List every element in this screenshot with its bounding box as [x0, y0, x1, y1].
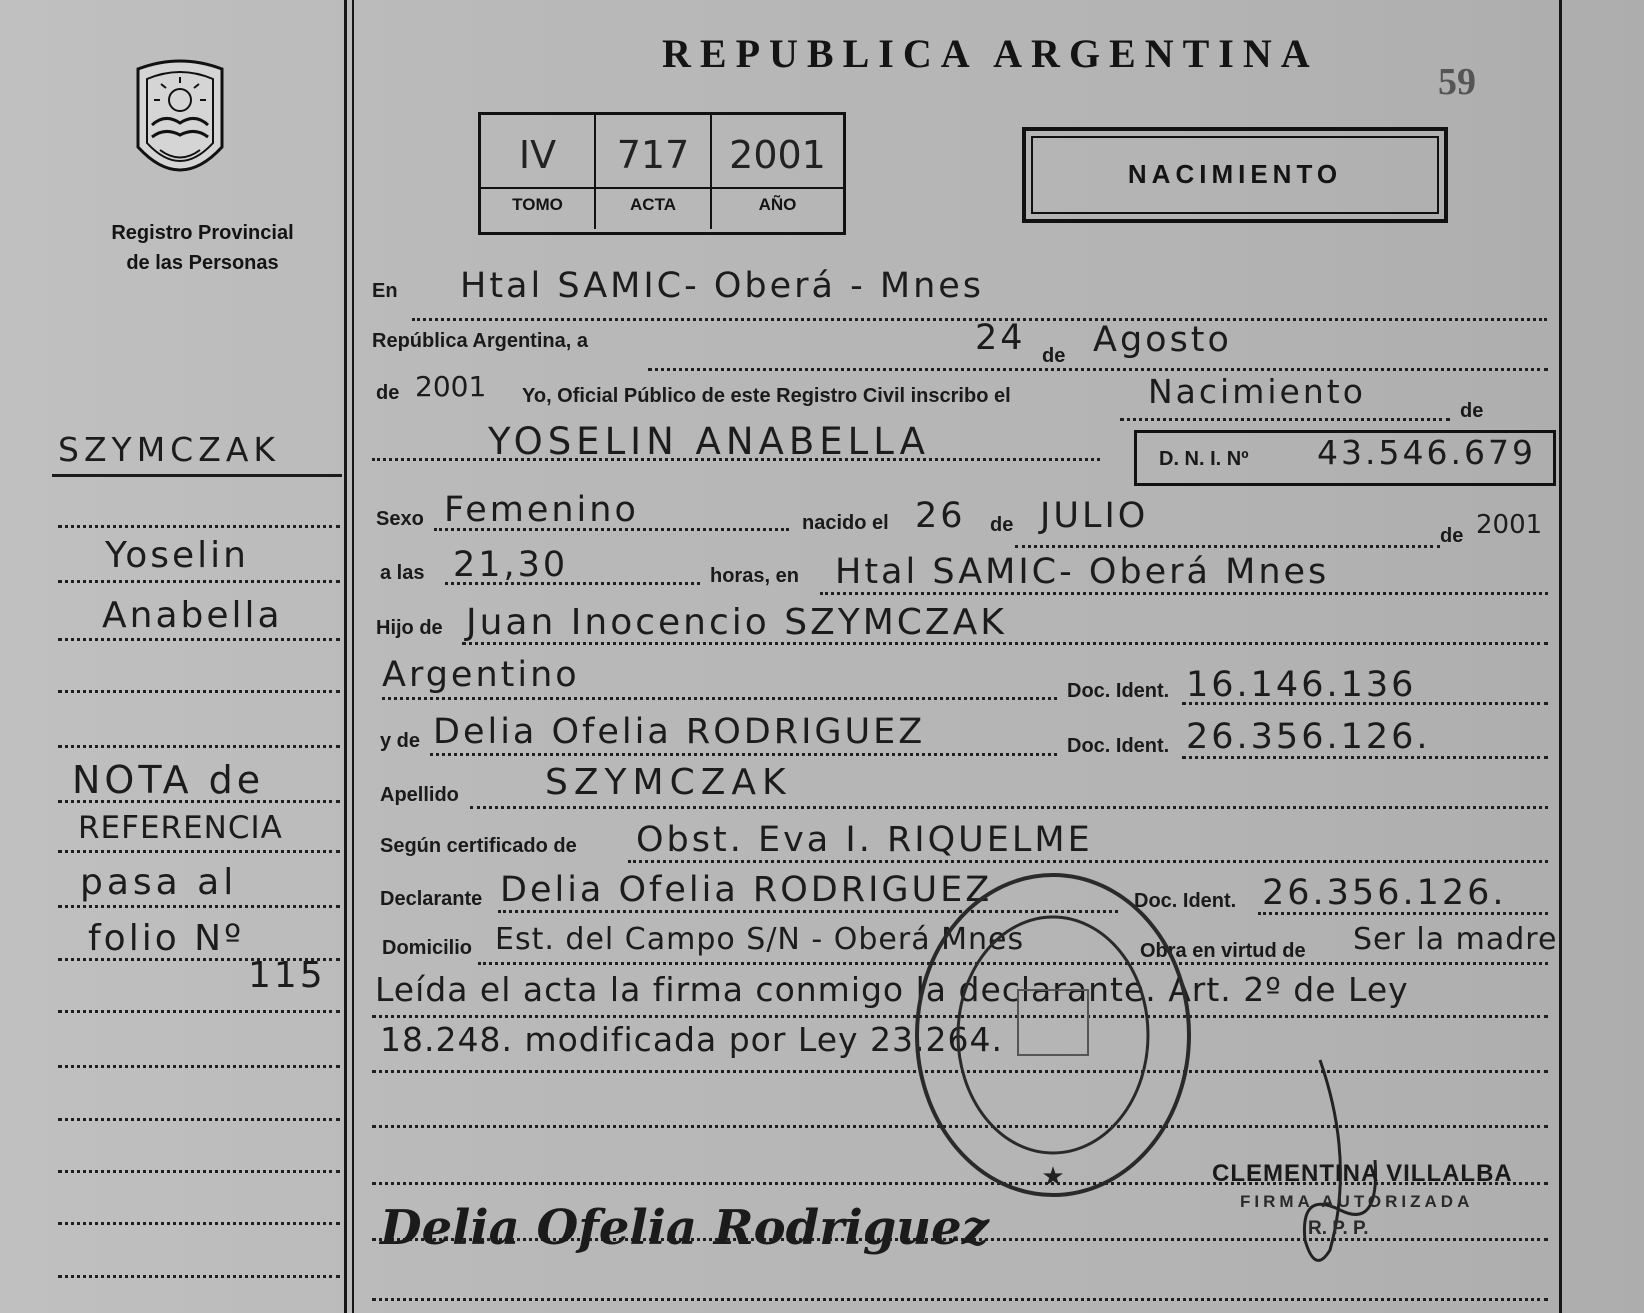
value-month: Agosto [1093, 320, 1232, 360]
registry-name [95, 218, 310, 278]
value-act: Nacimiento [1148, 372, 1366, 411]
tomo-cell [481, 115, 596, 229]
value-father: Juan Inocencio SZYMCZAK [466, 602, 1007, 643]
margin-note-4: folio Nº [88, 918, 245, 959]
value-birth-place: Htal SAMIC- Oberá Mnes [835, 552, 1330, 592]
margin-name-1: Yoselin [105, 535, 249, 576]
label-de-1: de [1042, 345, 1066, 367]
dni-box [1134, 430, 1556, 486]
label-obra: Obra en virtud de [1140, 940, 1306, 962]
label-de-2: de [376, 382, 400, 404]
margin-note-5: 115 [248, 955, 326, 996]
anio-label: AÑO [758, 195, 797, 214]
label-doc-1: Doc. Ident. [1067, 680, 1170, 702]
value-birth-year: 2001 [1476, 510, 1543, 540]
label-doc-3: Doc. Ident. [1134, 890, 1237, 912]
value-birth-day: 26 [915, 496, 966, 536]
right-border-line [1559, 0, 1562, 1313]
value-certificate: Obst. Eva I. RIQUELME [636, 820, 1093, 860]
label-declarante: Declarante [380, 888, 483, 910]
margin-name-2: Anabella [102, 595, 283, 636]
value-birth-month: JULIO [1040, 496, 1149, 536]
tomo-value: IV [518, 133, 557, 177]
label-yde: y de [380, 730, 421, 752]
tomo-label: TOMO [512, 195, 563, 214]
label-dni: D. N. I. Nº [1159, 448, 1249, 470]
observation-line-1: Leída el acta la firma conmigo la declarante. Art. 2º de Ley [375, 970, 1409, 1009]
label-domicilio: Domicilio [382, 937, 473, 959]
acta-value: 717 [616, 133, 690, 177]
label-republica: República Argentina, a [372, 330, 588, 352]
acta-cell [596, 115, 712, 229]
label-apellido: Apellido [380, 784, 459, 806]
margin-surname: SZYMCZAK [58, 430, 281, 469]
margin-divider-line [344, 0, 347, 1313]
label-en: En [372, 280, 398, 302]
registry-line-1: Registro Provincial [111, 222, 294, 244]
value-fullname: YOSELIN ANABELLA [488, 420, 930, 463]
document-type-label: NACIMIENTO [1127, 159, 1343, 189]
label-sexo: Sexo [376, 508, 424, 530]
margin-note-3: pasa al [80, 862, 238, 903]
margin-note-2: REFERENCIA [78, 810, 283, 846]
value-father-nationality: Argentino [382, 655, 580, 695]
official-org: R. P. P. [1308, 1218, 1369, 1239]
value-place: Htal SAMIC- Oberá - Mnes [460, 266, 985, 306]
svg-text:★: ★ [1041, 1161, 1065, 1191]
value-domicilio: Est. del Campo S/N - Oberá Mnes [495, 922, 1025, 957]
label-alas: a las [380, 562, 425, 584]
observation-line-2: 18.248. modificada por Ley 23.264. [380, 1020, 1003, 1059]
declarant-signature: Delia Ofelia Rodriguez [380, 1200, 989, 1256]
value-declarante-doc: 26.356.126. [1262, 873, 1507, 913]
margin-divider-line-inner [352, 0, 354, 1313]
label-de-5: de [1440, 525, 1464, 547]
label-segun: Según certificado de [380, 835, 577, 857]
value-day: 24 [975, 318, 1026, 358]
value-obra: Ser la madre [1353, 922, 1558, 957]
label-doc-2: Doc. Ident. [1067, 735, 1170, 757]
record-table [478, 112, 846, 235]
registry-line-2: de las Personas [126, 252, 279, 274]
label-de-4: de [990, 514, 1014, 536]
acta-label: ACTA [630, 195, 676, 214]
label-horas: horas, en [710, 565, 799, 587]
margin-note-1: NOTA de [72, 758, 265, 802]
province-emblem [130, 55, 230, 190]
anio-cell [712, 115, 843, 229]
value-declarante: Delia Ofelia RODRIGUEZ [500, 870, 993, 910]
document-type-box [1022, 127, 1448, 223]
value-time: 21,30 [453, 545, 569, 585]
page-number: 59 [1438, 61, 1476, 103]
value-dni: 43.546.679 [1317, 433, 1536, 472]
value-mother: Delia Ofelia RODRIGUEZ [433, 712, 926, 752]
anio-value: 2001 [729, 133, 826, 177]
label-oficial: Yo, Oficial Público de este Registro Civil inscribo el [522, 385, 1011, 407]
value-year: 2001 [415, 370, 487, 403]
value-father-doc: 16.146.136 [1186, 665, 1417, 705]
official-stamp [908, 865, 1198, 1205]
official-name: CLEMENTINA VILLALBA [1212, 1160, 1513, 1187]
value-mother-doc: 26.356.126. [1186, 717, 1431, 757]
official-title: FIRMA AUTORIZADA [1240, 1192, 1474, 1211]
value-apellido: SZYMCZAK [545, 762, 792, 803]
label-nacido: nacido el [802, 512, 889, 534]
country-title: REPUBLICA ARGENTINA [662, 31, 1319, 76]
label-de-3: de [1460, 400, 1484, 422]
value-sexo: Femenino [444, 490, 639, 530]
label-hijo: Hijo de [376, 617, 443, 639]
